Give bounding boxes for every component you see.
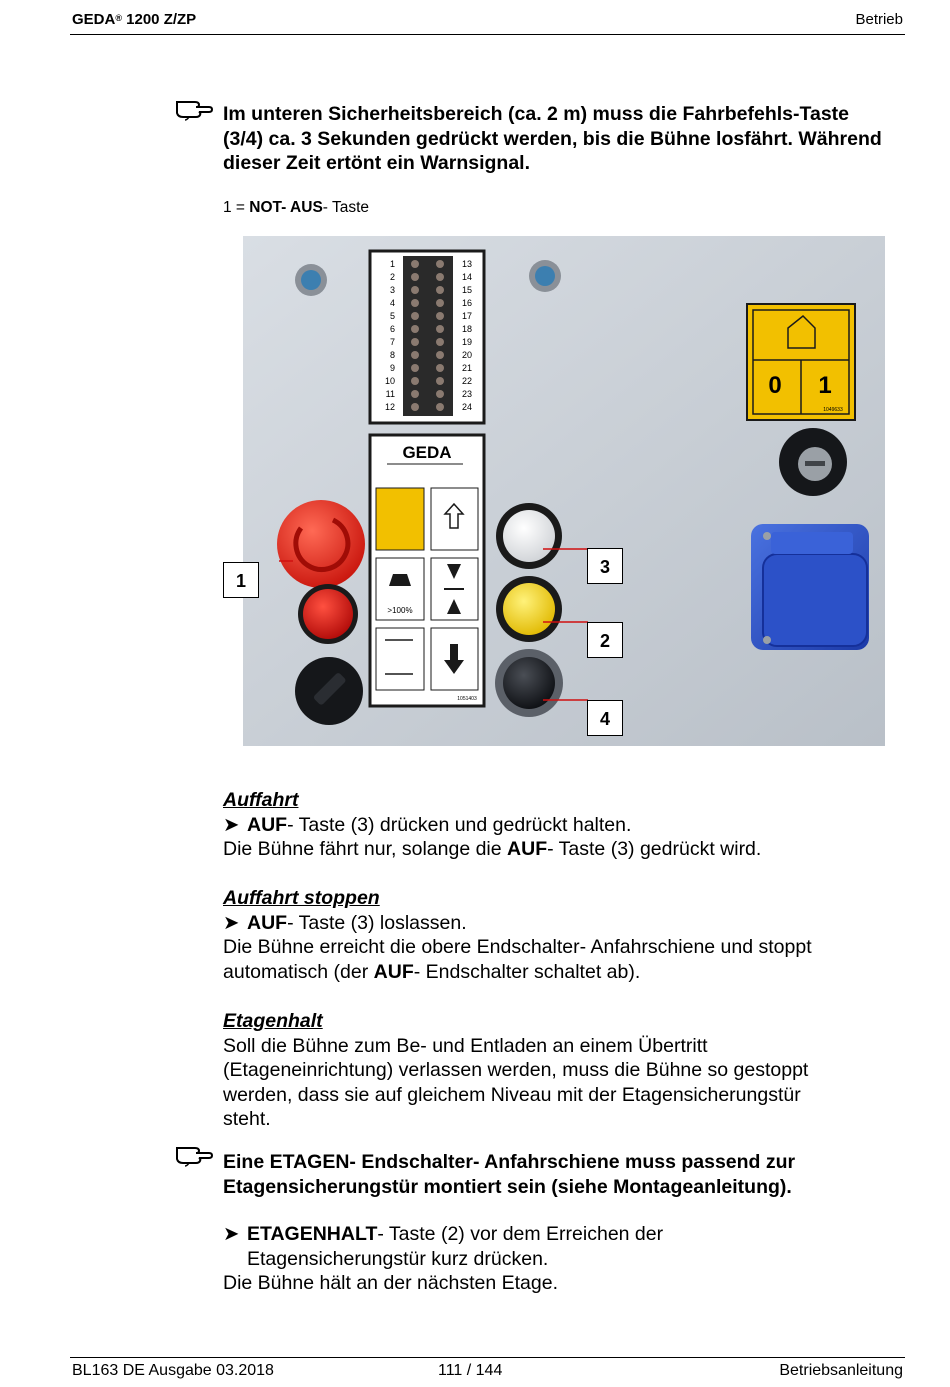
selector-switch bbox=[295, 657, 363, 725]
svg-text:8: 8 bbox=[389, 350, 395, 360]
svg-text:24: 24 bbox=[462, 402, 473, 412]
svg-text:12: 12 bbox=[384, 402, 395, 412]
body-line: Die Bühne hält an der nächsten Etage. bbox=[223, 1272, 558, 1294]
photo-caption: 1 = NOT- AUS- Taste bbox=[223, 199, 370, 216]
svg-text:23: 23 bbox=[462, 389, 473, 399]
svg-text:2: 2 bbox=[389, 272, 395, 282]
svg-text:1051403: 1051403 bbox=[457, 696, 477, 702]
svg-text:1049633: 1049633 bbox=[823, 407, 843, 413]
bullet-line: ➤ AUF- Taste (3) drücken und gedrückt halten. bbox=[223, 813, 632, 836]
page-header bbox=[70, 8, 905, 35]
pointing-hand-icon bbox=[175, 1142, 213, 1168]
section-etagenhalt-procedure bbox=[223, 1222, 883, 1296]
svg-text:18: 18 bbox=[462, 324, 473, 334]
callout-1: 1 bbox=[223, 562, 259, 598]
svg-text:1: 1 bbox=[818, 372, 832, 399]
svg-text:3: 3 bbox=[389, 285, 395, 295]
svg-text:10: 10 bbox=[384, 376, 395, 386]
note-safety-zone: Im unteren Sicherheitsbereich (ca. 2 m) muss die Fahrbefehls-Taste (3/4) ca. 3 Sekunden gedrückt werden, bis die Bühne losfährt. Während dieser Zeit ertönt ein Warnsignal. bbox=[223, 103, 882, 174]
svg-text:1: 1 bbox=[389, 259, 395, 269]
svg-text:19: 19 bbox=[462, 337, 473, 347]
header-section: Betrieb bbox=[855, 11, 903, 28]
section-auffahrt-stoppen bbox=[223, 886, 883, 984]
footer-doc-type: Betriebsanleitung bbox=[779, 1362, 903, 1379]
arrow-bullet-icon: ➤ bbox=[223, 1223, 240, 1245]
svg-text:15: 15 bbox=[462, 285, 473, 295]
svg-text:0: 0 bbox=[768, 372, 782, 399]
svg-text:GEDA: GEDA bbox=[402, 443, 452, 462]
pointing-hand-icon bbox=[175, 96, 213, 122]
bullet-line: ➤ ETAGENHALT- Taste (2) vor dem Erreichen der bbox=[223, 1223, 664, 1245]
header-product: GEDA® 1200 Z/ZP bbox=[72, 11, 197, 28]
geda-control-label bbox=[370, 435, 484, 706]
bullet-continuation: Etagensicherungstür kurz drücken. bbox=[247, 1247, 549, 1270]
body-line: Soll die Bühne zum Be- und Entladen an einem Übertritt bbox=[223, 1034, 708, 1057]
footer-page-number: 111 / 144 bbox=[438, 1362, 503, 1379]
svg-text:16: 16 bbox=[462, 298, 473, 308]
body-line: werden, dass sie auf gleichem Niveau mit der Etagensicherungstür bbox=[223, 1083, 801, 1106]
svg-text:22: 22 bbox=[462, 376, 473, 386]
emergency-stop-button bbox=[277, 500, 365, 588]
body-line: automatisch (der AUF- Endschalter schaltet ab). bbox=[223, 960, 641, 983]
body-line: Die Bühne erreicht die obere Endschalter- Anfahrschiene und stoppt bbox=[223, 936, 812, 958]
section-title: Etagenhalt bbox=[223, 1010, 323, 1032]
footer-edition: BL163 DE Ausgabe 03.2018 bbox=[72, 1362, 274, 1379]
page-footer bbox=[70, 1357, 905, 1386]
svg-text:14: 14 bbox=[462, 272, 473, 282]
svg-text:9: 9 bbox=[389, 363, 395, 373]
svg-text:13: 13 bbox=[462, 259, 473, 269]
arrow-bullet-icon: ➤ bbox=[223, 813, 240, 836]
svg-text:20: 20 bbox=[462, 350, 473, 360]
bullet-line: ➤ AUF- Taste (3) loslassen. bbox=[223, 911, 467, 934]
svg-text:6: 6 bbox=[389, 324, 395, 334]
svg-text:11: 11 bbox=[385, 389, 395, 399]
body-line: (Etageneinrichtung) verlassen werden, muss die Bühne so gestoppt bbox=[223, 1059, 809, 1081]
switch-position-sticker bbox=[747, 304, 855, 420]
note-etagen-rail: Eine ETAGEN- Endschalter- Anfahrschiene muss passend zur Etagensicherungstür montiert sein (siehe Montageanleitung). bbox=[223, 1151, 796, 1198]
svg-text:5: 5 bbox=[389, 311, 395, 321]
arrow-bullet-icon: ➤ bbox=[223, 911, 240, 934]
svg-text:>100%: >100% bbox=[387, 606, 413, 615]
body-line: steht. bbox=[223, 1108, 271, 1130]
key-switch bbox=[779, 428, 847, 496]
callout-4: 4 bbox=[587, 700, 623, 736]
svg-text:7: 7 bbox=[389, 337, 395, 347]
control-panel-photo bbox=[243, 236, 885, 746]
body-line: Die Bühne fährt nur, solange die AUF- Taste (3) gedrückt wird. bbox=[223, 838, 762, 860]
section-auffahrt bbox=[223, 788, 883, 862]
section-title: Auffahrt stoppen bbox=[223, 887, 380, 909]
svg-text:21: 21 bbox=[462, 363, 473, 373]
power-socket bbox=[751, 524, 869, 650]
section-etagenhalt bbox=[223, 1009, 883, 1132]
svg-text:4: 4 bbox=[389, 298, 395, 308]
callout-2: 2 bbox=[587, 622, 623, 658]
terminal-strip bbox=[370, 251, 484, 423]
callout-3: 3 bbox=[587, 548, 623, 584]
section-title: Auffahrt bbox=[223, 789, 299, 811]
svg-text:17: 17 bbox=[462, 311, 473, 321]
